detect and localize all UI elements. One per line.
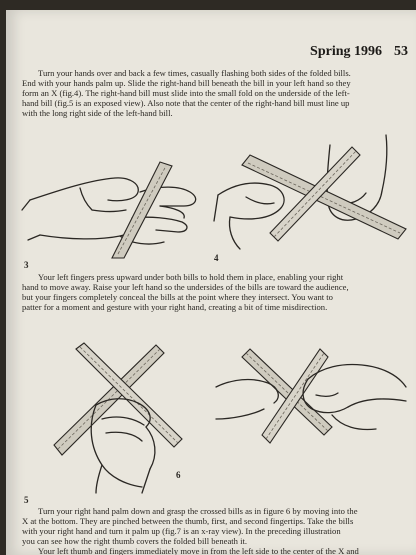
text-line: but your fingers completely conceal the bills at the point where they intersect. You want to xyxy=(22,292,333,302)
figure-3-label: 3 xyxy=(24,260,29,270)
text-line: hand to move away. Raise your left hand so the undersides of the bills are toward the audience, xyxy=(22,282,349,292)
text-line: Turn your right hand palm down and grasp the crossed bills as in figure 6 by moving into the xyxy=(38,506,358,516)
paragraph-3 xyxy=(22,506,408,546)
figure-4-label: 4 xyxy=(214,253,219,263)
figure-5-illustration xyxy=(46,335,196,495)
page-header xyxy=(310,44,408,60)
figure-6-label: 6 xyxy=(176,470,181,480)
magazine-issue: Spring 1996 xyxy=(310,44,382,59)
paragraph-1 xyxy=(22,68,408,118)
page-number: 53 xyxy=(394,44,408,59)
text-line: Your left fingers press upward under both bills to hold them in place, enabling your right xyxy=(38,272,344,282)
text-line: X at the bottom. They are pinched between the thumb, first, and second fingertips. Take the bills xyxy=(22,516,354,526)
text-line: form an X (fig.4). The right-hand bill must slide into the small fold on the underside of the left- xyxy=(22,88,350,98)
text-line: with the long right side of the left-hand bill. xyxy=(22,108,173,118)
figure-6-illustration xyxy=(212,335,410,475)
text-line: Your left thumb and fingers immediately move in from the left side to the center of the X and xyxy=(38,546,359,555)
text-line: hand bill (fig.5 is an exposed view). Also note that the center of the right-hand bill must line up xyxy=(22,98,350,108)
figure-4-illustration xyxy=(210,125,410,255)
text-line: End with your hands palm up. Slide the right-hand bill beneath the bill in your left hand so they xyxy=(22,78,351,88)
text-line: with your right hand and turn it palm up (fig.7 is an x-ray view). In the preceding illustration xyxy=(22,526,341,536)
paragraph-2 xyxy=(22,272,408,312)
text-line: you can see how the right thumb covers the folded bill beneath it. xyxy=(22,536,248,546)
text-line: Turn your hands over and back a few times, casually flashing both sides of the folded bills. xyxy=(38,68,351,78)
text-line: patter for a moment and gesture with your right hand, creating a bit of time misdirection. xyxy=(22,302,328,312)
figure-3-illustration xyxy=(20,140,210,265)
book-page xyxy=(6,10,416,555)
paragraph-4 xyxy=(22,546,408,555)
figure-5-label: 5 xyxy=(24,495,29,505)
